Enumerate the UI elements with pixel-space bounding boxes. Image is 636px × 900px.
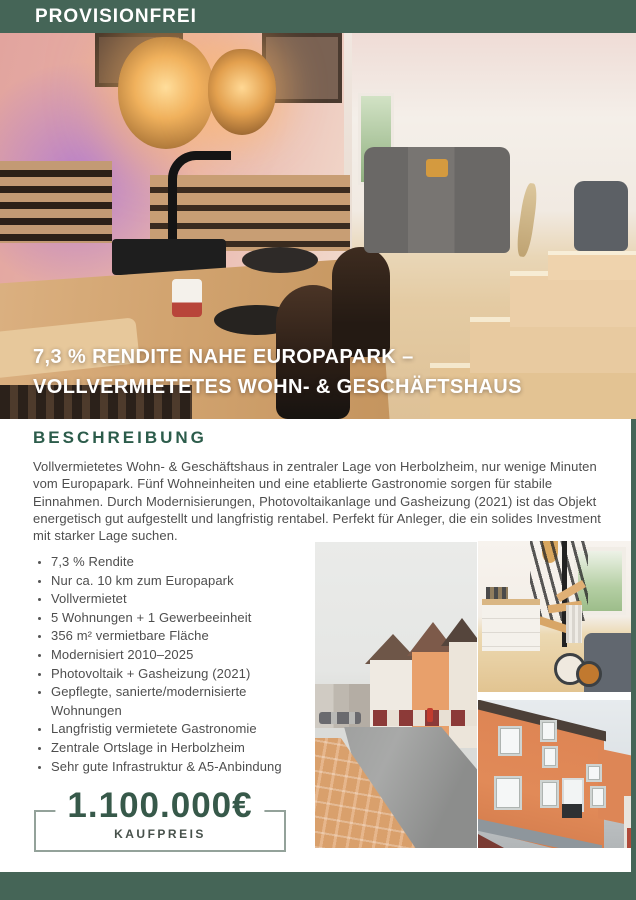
price-amount: 1.100.000€ (55, 788, 264, 823)
provision-banner-label: PROVISIONFREI (35, 5, 197, 27)
hero-plate (242, 247, 318, 273)
building-window (540, 720, 557, 742)
feature-item: • Gepflegte, sanierte/modernisierte Wohnungen (51, 683, 313, 720)
hero-mug (172, 279, 202, 317)
hero-stair-step (548, 251, 636, 280)
hero-speaker (574, 181, 628, 251)
street-parked-cars (319, 712, 361, 724)
description-paragraph: Vollvermietetes Wohn- & Geschäftshaus in zentraler Lage von Herbolzheim, nur wenige Minuten vom Europapark. Fünf Wohneinheiten und eine etablierte Gastronomie sorgen für stabile Einnahmen. Durch Modernisierungen, Photovoltaikanlage und Gasheizung (2021) ist das Objekt energetisch gut aufgestellt und langfristig rentabel. Perfekt für Anleger, die ein solides Investment mit starker Lage suchen. (33, 459, 601, 544)
feature-item: • Zentrale Ortslage in Herbolzheim (51, 739, 313, 758)
footer-bar (0, 872, 636, 900)
street-view-photo (315, 542, 477, 848)
price-label: KAUFPREIS (114, 827, 206, 841)
building-window (590, 786, 606, 808)
feature-item: • Modernisiert 2010–2025 (51, 646, 313, 665)
description-heading: BESCHREIBUNG (33, 428, 207, 447)
feature-item: • 356 m² vermietbare Fläche (51, 627, 313, 646)
street-shopfronts (373, 710, 477, 726)
building-window (540, 780, 559, 808)
hero-wood-slat-wall (0, 161, 112, 243)
feature-item: • Nur ca. 10 km zum Europapark (51, 572, 313, 591)
hero-chair (332, 247, 390, 357)
hero-rattan-lamp (118, 37, 214, 149)
building-waste-bins (562, 804, 582, 818)
right-accent-stripe (631, 419, 636, 872)
street-right-house (449, 642, 477, 748)
feature-item: • Langfristig vermietete Gastronomie (51, 720, 313, 739)
hero-pillow (426, 159, 448, 177)
stairs-radiator (566, 605, 582, 643)
spiral-staircase-photo (478, 541, 632, 692)
stairs-side-table (576, 661, 602, 687)
building-window (498, 726, 522, 756)
listing-title (33, 342, 522, 402)
hero-kitchen-faucet (168, 151, 231, 248)
feature-item: • 5 Wohnungen + 1 Gewerbeeinheit (51, 609, 313, 628)
feature-item: • 7,3 % Rendite (51, 553, 313, 572)
building-window (494, 776, 522, 810)
listing-title-line2: VOLLVERMIETETES WOHN- & GESCHÄFTSHAUS (33, 376, 522, 398)
feature-item: • Photovoltaik + Gasheizung (2021) (51, 665, 313, 684)
stairs-sideboard (482, 599, 540, 651)
building-exterior-photo (478, 700, 632, 848)
feature-list (35, 553, 313, 776)
street-pedestrian (427, 708, 433, 722)
provision-banner (0, 0, 636, 33)
feature-item: • Sehr gute Infrastruktur & A5-Anbindung (51, 758, 313, 777)
building-window (586, 764, 602, 782)
price-box (34, 786, 286, 852)
building-window (542, 746, 558, 768)
listing-title-line1: 7,3 % RENDITE NAHE EUROPAPARK – (33, 346, 414, 368)
feature-item: • Vollvermietet (51, 590, 313, 609)
hero-rattan-lamp (208, 49, 276, 135)
hero-photo (0, 33, 636, 419)
